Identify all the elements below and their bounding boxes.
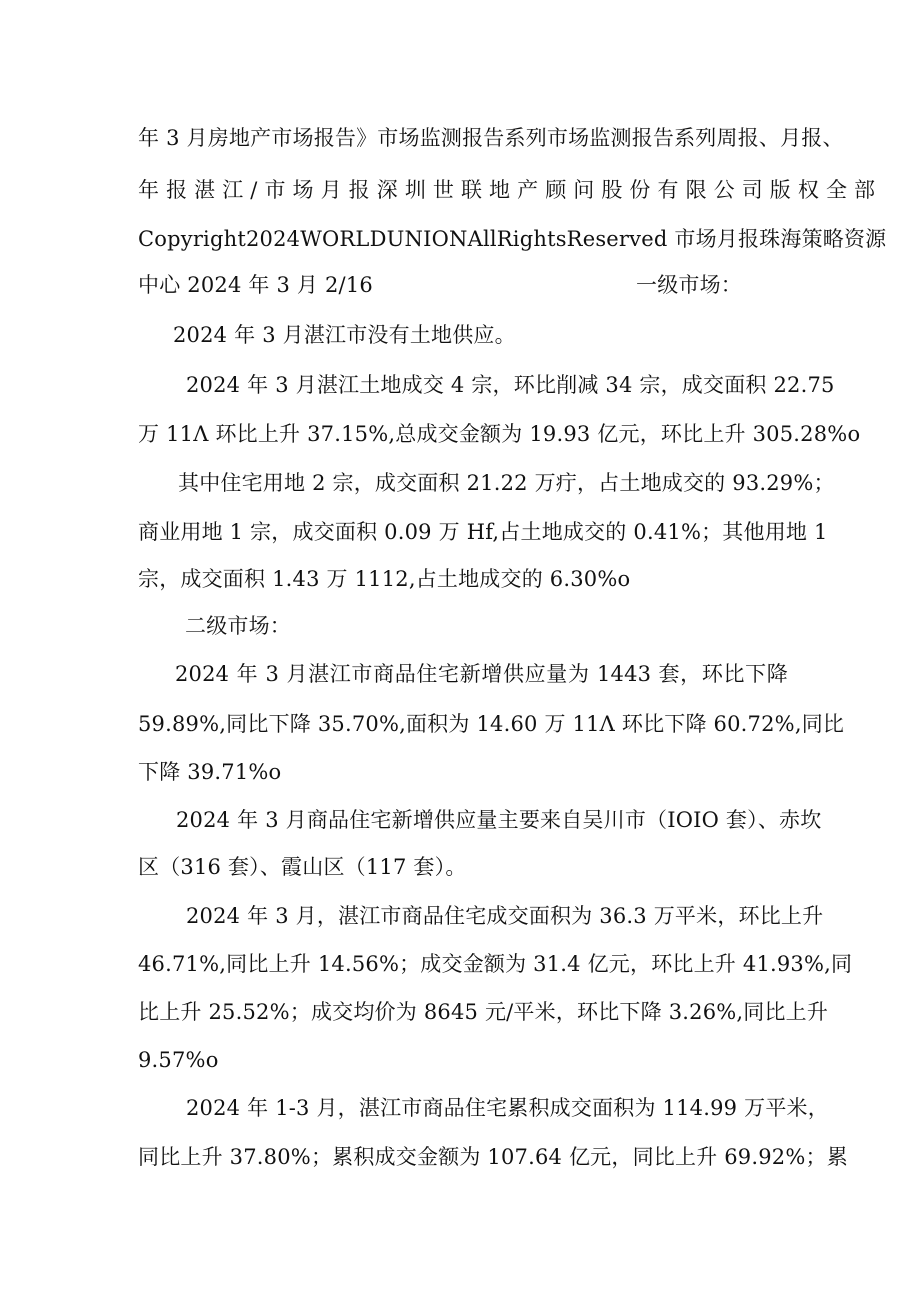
paragraph-line: 宗，成交面积 1.43 万 1112,占土地成交的 6.30%o xyxy=(138,567,631,591)
text-line: Copyright2024WORLDUNIONAllRightsReserved 市场月报珠海策略资源 xyxy=(138,227,887,251)
text-line: 中心 2024 年 3 月 2/16 xyxy=(138,273,373,297)
paragraph-line: 2024 年 1-3 月，湛江市商品住宅累积成交面积为 114.99 万平米， xyxy=(186,1096,829,1120)
paragraph-line: 同比上升 37.80%；累积成交金额为 107.64 亿元，同比上升 69.92%；累 xyxy=(138,1145,848,1169)
paragraph-line: 59.89%,同比下降 35.70%,面积为 14.60 万 11Λ 环比下降 60.72%,同比 xyxy=(138,712,845,736)
paragraph-line: 2024 年 3 月商品住宅新增供应量主要来自吴川市（IOIO 套）、赤坎 xyxy=(176,808,822,832)
paragraph-line: 9.57%o xyxy=(138,1048,219,1072)
paragraph-line: 2024 年 3 月湛江市商品住宅新增供应量为 1443 套，环比下降 xyxy=(175,662,788,686)
paragraph-line: 下降 39.71%o xyxy=(138,760,282,784)
text-line: 年 3 月房地产市场报告》市场监测报告系列市场监测报告系列周报、月报、 xyxy=(138,126,844,150)
paragraph-line: 2024 年 3 月湛江土地成交 4 宗，环比削减 34 宗，成交面积 22.75 xyxy=(186,373,835,397)
paragraph-line: 46.71%,同比上升 14.56%；成交金额为 31.4 亿元，环比上升 41.93%,同 xyxy=(138,952,853,976)
paragraph-line: 其中住宅用地 2 宗，成交面积 21.22 万疔，占土地成交的 93.29%； xyxy=(178,471,835,495)
paragraph-line: 区（316 套）、霞山区（117 套）。 xyxy=(138,855,467,879)
section-heading-secondary-market: 二级市场： xyxy=(185,614,291,638)
paragraph-line: 万 11Λ 环比上升 37.15%,总成交金额为 19.93 亿元，环比上升 305.28%o xyxy=(138,422,861,446)
paragraph-line: 2024 年 3 月湛江市没有土地供应。 xyxy=(173,323,516,347)
section-heading-primary-market: 一级市场： xyxy=(636,273,742,297)
paragraph-line: 商业用地 1 宗，成交面积 0.09 万 Hf,占土地成交的 0.41%；其他用地 1 xyxy=(138,520,828,544)
paragraph-line: 比上升 25.52%；成交均价为 8645 元/平米，环比下降 3.26%,同比上升 xyxy=(138,1000,829,1024)
paragraph-line: 2024 年 3 月，湛江市商品住宅成交面积为 36.3 万平米，环比上升 xyxy=(186,904,824,928)
text-line: 年 报 湛 江 / 市 场 月 报 深 圳 世 联 地 产 顾 问 股 份 有 限 公 司 版 权 全 部 xyxy=(138,178,876,202)
